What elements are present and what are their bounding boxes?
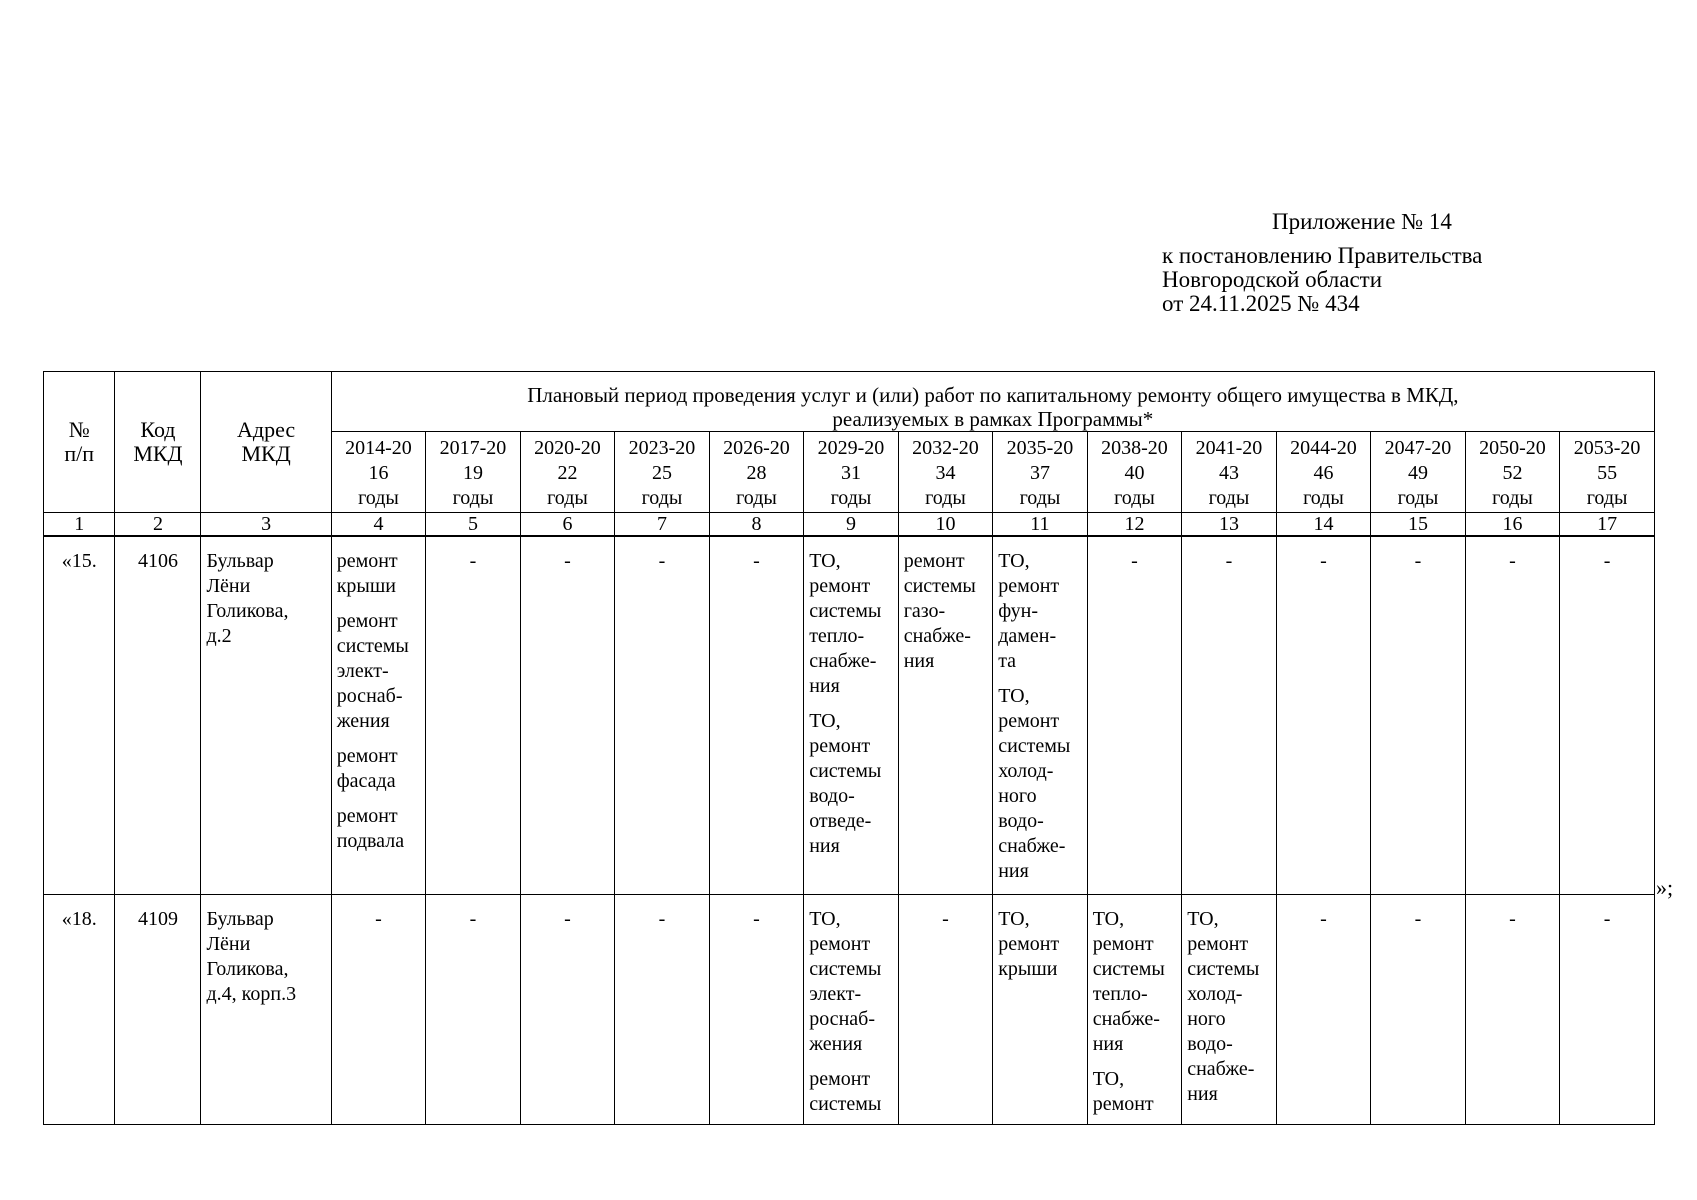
row-number: «15. <box>44 536 115 894</box>
work-item <box>998 684 1082 884</box>
text-line: годы <box>736 487 777 509</box>
text-line: ремонт <box>809 735 871 757</box>
table-body <box>44 536 1655 1124</box>
text-line: ния <box>809 675 840 697</box>
text-line: системы <box>1187 957 1260 980</box>
work-cell-empty: - <box>1371 894 1466 1124</box>
text-line: снабже- <box>998 835 1066 857</box>
period-header <box>615 432 710 513</box>
text-line: годы <box>830 487 872 509</box>
text-line: Бульвар <box>206 907 274 930</box>
work-cell-empty: - <box>1465 894 1560 1124</box>
period-header <box>1087 432 1182 513</box>
text-line: 2017-20 <box>439 437 507 459</box>
text-line: системы <box>809 760 882 782</box>
column-number: 14 <box>1276 513 1371 537</box>
work-item <box>1093 1067 1177 1117</box>
text-line: Лёни <box>206 575 251 597</box>
text-line: 2020-20 <box>534 437 601 459</box>
work-cell <box>1182 894 1277 1124</box>
work-cell-empty: - <box>520 894 615 1124</box>
work-cell-empty: - <box>615 894 710 1124</box>
column-number: 1 <box>44 513 115 537</box>
text-line: водо- <box>809 785 855 807</box>
work-cell <box>993 894 1088 1124</box>
period-header <box>993 432 1088 513</box>
text-line: ТО, <box>998 685 1030 707</box>
text-line: ремонт <box>1187 932 1249 955</box>
text-line: ремонт <box>1092 1092 1154 1115</box>
text-line: 2023-20 <box>628 437 696 459</box>
building-code: 4109 <box>115 894 201 1124</box>
column-number: 9 <box>804 513 899 537</box>
column-number: 11 <box>993 513 1088 537</box>
text-line: ния <box>809 835 840 857</box>
text-line: годы <box>641 487 683 509</box>
text-line: 22 <box>557 462 578 484</box>
text-line: холод- <box>998 760 1054 782</box>
text-line: Бульвар <box>206 550 274 572</box>
text-line: системы <box>809 1092 882 1115</box>
column-number: 16 <box>1465 513 1560 537</box>
text-line: системы <box>809 957 882 980</box>
text-line: роснаб- <box>809 1007 875 1030</box>
text-line: ремонт <box>998 575 1060 597</box>
work-cell <box>331 536 426 894</box>
text-line: ного <box>1187 1007 1226 1030</box>
work-cell-empty: - <box>1560 894 1655 1124</box>
work-cell-empty: - <box>615 536 710 894</box>
text-line: 37 <box>1029 462 1050 484</box>
text-line: дамен- <box>998 625 1057 647</box>
text-line: снабже- <box>1092 1007 1160 1030</box>
table-header <box>44 372 1655 537</box>
period-header <box>898 432 993 513</box>
text-line: 2038-20 <box>1101 437 1168 459</box>
work-cell-empty: - <box>1465 536 1560 894</box>
text-line: 2032-20 <box>912 437 979 459</box>
period-header <box>709 432 804 513</box>
period-header <box>426 432 521 513</box>
text-line: системы <box>998 735 1071 757</box>
text-line: снабже- <box>903 625 971 647</box>
work-item <box>809 549 893 699</box>
text-line: 2050-20 <box>1479 437 1546 459</box>
work-cell-empty: - <box>1276 894 1371 1124</box>
text-line: ния <box>1187 1082 1218 1105</box>
text-line: Голикова, <box>206 600 289 622</box>
work-item <box>998 907 1082 982</box>
text-line: фасада <box>336 770 396 792</box>
text-line: системы <box>1092 957 1165 980</box>
text-line: ремонт <box>998 932 1060 955</box>
period-header <box>1371 432 1466 513</box>
text-line: ремонт <box>809 932 871 955</box>
text-line: крыши <box>336 575 396 597</box>
period-header <box>804 432 899 513</box>
building-address <box>201 536 331 894</box>
header-num: № п/п <box>44 372 115 513</box>
text-line: 2053-20 <box>1573 437 1641 459</box>
text-line: ремонт <box>998 710 1060 732</box>
work-cell-empty: - <box>709 894 804 1124</box>
text-line: тепло- <box>809 625 865 647</box>
text-line: ремонт <box>336 610 398 632</box>
text-line: снабже- <box>809 650 877 672</box>
building-address <box>201 894 331 1124</box>
text-line: тепло- <box>1092 982 1148 1005</box>
text-line: ремонт <box>809 1067 871 1090</box>
text-line: Голикова, <box>206 957 289 980</box>
work-item <box>809 709 893 859</box>
text-line: холод- <box>1187 982 1243 1005</box>
text-line: водо- <box>998 810 1044 832</box>
work-cell <box>804 536 899 894</box>
work-cell-empty: - <box>426 536 521 894</box>
text-line: 19 <box>462 462 483 484</box>
text-line: 16 <box>368 462 389 484</box>
text-line: системы <box>903 575 976 597</box>
closing-mark: »; <box>1656 875 1674 900</box>
text-line: фун- <box>998 600 1039 622</box>
text-line: системы <box>336 635 409 657</box>
column-number: 6 <box>520 513 615 537</box>
text-line: годы <box>1114 487 1155 509</box>
column-number: 3 <box>201 513 331 537</box>
text-line: 55 <box>1597 462 1618 484</box>
text-line: та <box>998 650 1017 672</box>
period-header <box>520 432 615 513</box>
period-header <box>1276 432 1371 513</box>
work-cell <box>993 536 1088 894</box>
text-line: подвала <box>336 830 405 852</box>
text-line: 2047-20 <box>1384 437 1452 459</box>
text-line: 34 <box>935 462 956 484</box>
work-item <box>337 549 421 599</box>
text-line: 2014-20 <box>345 437 412 459</box>
building-code: 4106 <box>115 536 201 894</box>
text-line: 2035-20 <box>1006 437 1074 459</box>
work-item <box>998 549 1082 674</box>
header-address: Адрес МКД <box>201 372 331 513</box>
column-number: 8 <box>709 513 804 537</box>
column-number: 2 <box>115 513 201 537</box>
text-line: газо- <box>903 600 946 622</box>
text-line: ТО, <box>1092 907 1125 930</box>
appendix-line-resolution: к постановлению Правительства <box>1162 243 1483 268</box>
text-line: снабже- <box>1187 1057 1255 1080</box>
header-planned-period: Плановый период проведения услуг и (или) работ по капитальному ремонту общего имущества в МКД, реализуемых в рамках Программы* <box>331 372 1654 432</box>
text-line: годы <box>1492 487 1533 509</box>
text-line: 46 <box>1313 462 1334 484</box>
text-line: роснаб- <box>336 685 403 707</box>
text-line: отведе- <box>809 810 872 832</box>
appendix-line-region: Новгородской области <box>1162 267 1383 292</box>
text-line: 2029-20 <box>817 437 885 459</box>
work-cell-empty: - <box>1371 536 1466 894</box>
text-line: элект- <box>809 982 862 1005</box>
text-line: 28 <box>746 462 767 484</box>
work-cell-empty: - <box>1087 536 1182 894</box>
text-line: водо- <box>1187 1032 1233 1055</box>
text-line: ремонт <box>1092 932 1154 955</box>
work-cell <box>898 536 993 894</box>
work-cell-empty: - <box>1560 536 1655 894</box>
column-number: 17 <box>1560 513 1655 537</box>
period-header <box>331 432 426 513</box>
text-line: 2026-20 <box>723 437 790 459</box>
text-line: годы <box>925 487 966 509</box>
work-cell <box>1087 894 1182 1124</box>
text-line: ТО, <box>809 710 841 732</box>
text-line: ремонт <box>903 550 965 572</box>
period-header <box>1182 432 1277 513</box>
text-line: 31 <box>840 462 861 484</box>
text-line: ремонт <box>336 805 398 827</box>
work-cell-empty: - <box>709 536 804 894</box>
column-number: 13 <box>1182 513 1277 537</box>
text-line: ремонт <box>336 745 398 767</box>
text-line: годы <box>547 487 588 509</box>
text-line: ремонт <box>809 575 871 597</box>
text-line: ния <box>998 860 1029 882</box>
text-line: жения <box>336 710 390 732</box>
text-line: годы <box>1303 487 1344 509</box>
text-line: жения <box>809 1032 863 1055</box>
text-line: годы <box>1019 487 1061 509</box>
work-cell-empty: - <box>898 894 993 1124</box>
column-number: 5 <box>426 513 521 537</box>
text-line: 2044-20 <box>1290 437 1357 459</box>
column-number: 12 <box>1087 513 1182 537</box>
row-number: «18. <box>44 894 115 1124</box>
column-number-row <box>44 513 1655 537</box>
text-line: 40 <box>1124 462 1145 484</box>
text-line: системы <box>809 600 882 622</box>
text-line: крыши <box>998 957 1058 980</box>
text-line: ТО, <box>809 550 841 572</box>
text-line: ТО, <box>998 550 1030 572</box>
text-line: 49 <box>1407 462 1428 484</box>
work-cell <box>804 894 899 1124</box>
text-line: ремонт <box>336 550 398 572</box>
column-number: 10 <box>898 513 993 537</box>
text-line: ТО, <box>1092 1067 1125 1090</box>
work-item <box>1187 907 1271 1107</box>
text-line: годы <box>1208 487 1250 509</box>
text-line: ТО, <box>998 907 1030 930</box>
work-item <box>337 744 421 794</box>
text-line: д.4, корп.3 <box>206 982 297 1005</box>
work-item <box>337 804 421 854</box>
text-line: годы <box>1397 487 1439 509</box>
text-line: годы <box>452 487 494 509</box>
capital-repair-table <box>43 371 1655 1125</box>
column-number: 15 <box>1371 513 1466 537</box>
appendix-block <box>1162 210 1482 316</box>
text-line: ния <box>1092 1032 1124 1055</box>
period-header <box>1465 432 1560 513</box>
text-line: 25 <box>651 462 672 484</box>
work-cell-empty: - <box>1276 536 1371 894</box>
work-item <box>809 1067 893 1117</box>
work-item <box>337 609 421 734</box>
text-line: Лёни <box>206 932 251 955</box>
header-code: Код МКД <box>115 372 201 513</box>
work-item <box>904 549 988 674</box>
table-row <box>44 536 1655 894</box>
text-line: годы <box>1586 487 1628 509</box>
text-line: 43 <box>1218 462 1239 484</box>
appendix-line-date: от 24.11.2025 № 434 <box>1162 291 1360 316</box>
appendix-title: Приложение № 14 <box>1272 209 1452 234</box>
period-header <box>1560 432 1655 513</box>
text-line: 2041-20 <box>1195 437 1263 459</box>
work-cell-empty: - <box>426 894 521 1124</box>
text-line: д.2 <box>206 625 232 647</box>
column-number: 7 <box>615 513 710 537</box>
work-cell-empty: - <box>331 894 426 1124</box>
text-line: ТО, <box>1187 907 1219 930</box>
work-cell-empty: - <box>1182 536 1277 894</box>
text-line: ного <box>998 785 1037 807</box>
text-line: 52 <box>1502 462 1523 484</box>
text-line: ТО, <box>809 907 841 930</box>
table-row <box>44 894 1655 1124</box>
work-cell-empty: - <box>520 536 615 894</box>
text-line: элект- <box>336 660 389 682</box>
work-item <box>809 907 893 1057</box>
text-line: ния <box>903 650 935 672</box>
work-item <box>1093 907 1177 1057</box>
column-number: 4 <box>331 513 426 537</box>
text-line: годы <box>358 487 399 509</box>
